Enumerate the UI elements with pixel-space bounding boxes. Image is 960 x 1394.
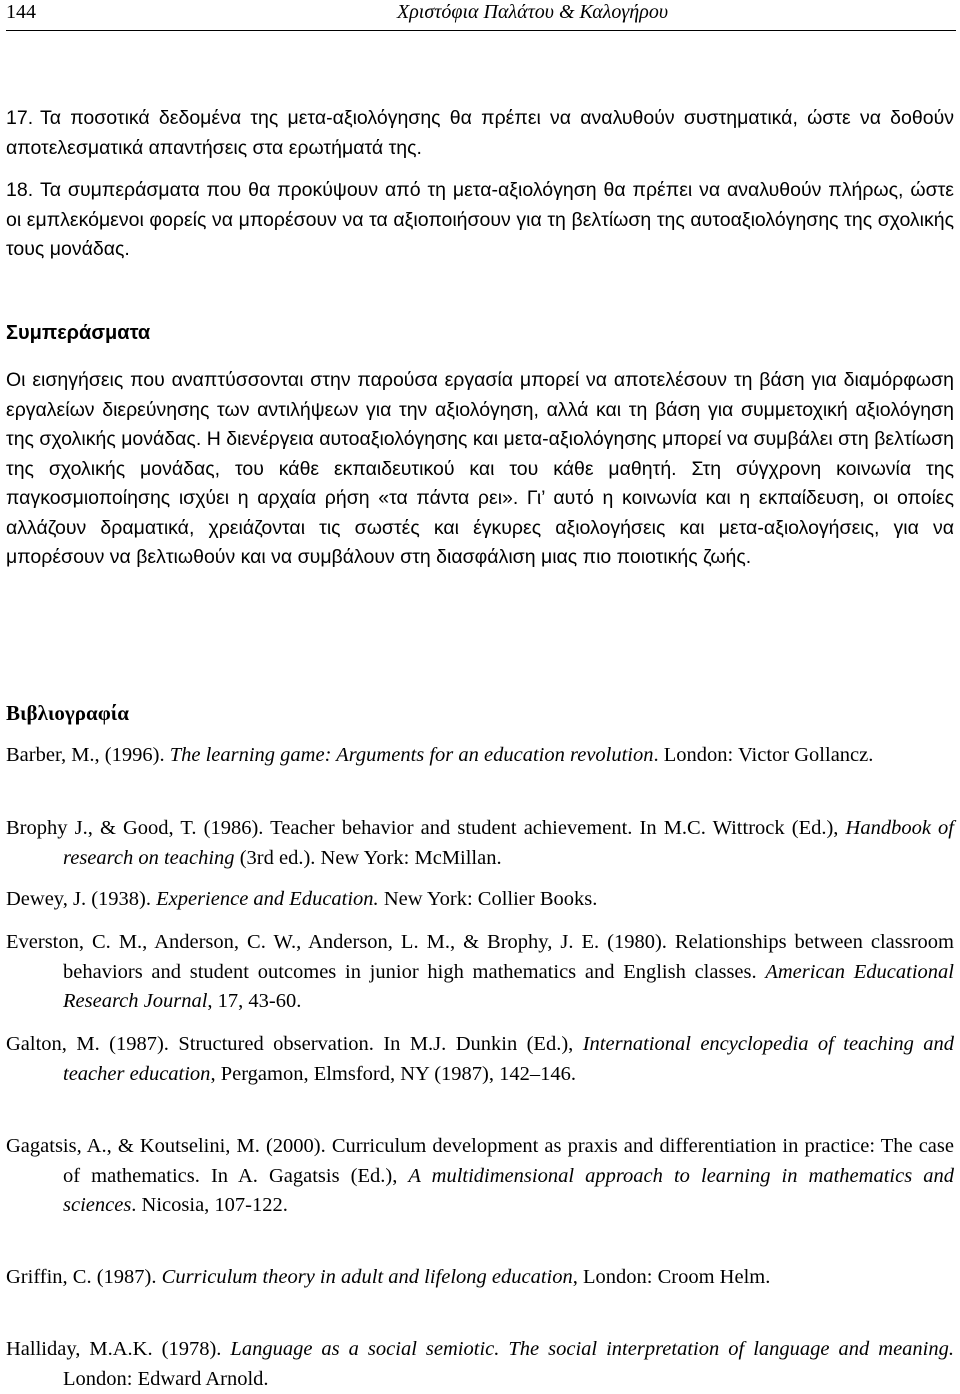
reference-item: Everston, C. M., Anderson, C. W., Anderson, L. M., & Brophy, J. E. (1980). Relationships between classroom behaviors and student outcomes in junior high mathematics and English classes. American Educational Research Journal, 17, 43-60. [6,931,954,1012]
reference-title: International encyclopedia of teaching and teacher education [63,1033,955,1085]
list-item-label: 18. [6,179,34,201]
list-item-text: Τα συμπεράσματα που θα προκύψουν από τη μετα-αξιολόγηση θα πρέπει να αναλυθούν πλήρως, ώστε οι εμπλεκόμενοι φορείς να μπορέσουν να τα αξιοποιήσουν για τη βελτίωση της αυτοαξιολόγησης της σχολικής τους μονάδας. [6,179,954,260]
reference-title: A multidimensional approach to learning in mathematics and sciences [63,1164,955,1216]
reference-title: Handbook of research on teaching [63,817,954,869]
reference-item: Dewey, J. (1938). Experience and Education. New York: Collier Books. [6,888,598,910]
reference-item: Gagatsis, A., & Koutselini, M. (2000). Curriculum development as praxis and differentiation in practice: The case of mathematics. In A. Gagatsis (Ed.), A multidimensional approach to learning in mathematics and sciences. Nicosia, 107-122. [6,1135,955,1216]
reference-item: Galton, M. (1987). Structured observation. In M.J. Dunkin (Ed.), International encyclopedia of teaching and teacher education, Pergamon, Elmsford, NY (1987), 142–146. [6,1033,955,1085]
reference-item: Brophy J., & Good, T. (1986). Teacher behavior and student achievement. In M.C. Wittrock (Ed.), Handbook of research on teaching (3rd ed.). New York: McMillan. [6,817,954,869]
reference-title: Curriculum theory in adult and lifelong education [161,1266,573,1288]
running-title: Χριστόφια Παλάτου & Καλογήρου [396,1,668,23]
list-item-label: 17. [6,107,34,129]
reference-item: Griffin, C. (1987). Curriculum theory in adult and lifelong education, London: Croom Helm. [6,1266,771,1288]
page-header [6,0,956,31]
reference-item: Halliday, M.A.K. (1978). Language as a social semiotic. The social interpretation of language and meaning. London: Edward Arnold. [6,1338,954,1390]
list-item-text: Τα ποσοτικά δεδομένα της μετα-αξιολόγησης θα πρέπει να αναλυθούν συστηματικά, ώστε να δοθούν αποτελεσματικά απαντήσεις στα ερωτήματά της. [6,107,954,159]
reference-title: The learning game: Arguments for an education revolution [169,744,654,766]
conclusions-paragraph: Οι εισηγήσεις που αναπτύσσονται στην παρούσα εργασία μπορεί να αποτελέσουν τη βάση για διαμόρφωση εργαλείων διερεύνησης των αντιλήψεων για την αξιολόγηση, αλλά και τη βάση για συμμετοχική αξιολόγηση της σχολικής μονάδας. Η διενέργεια αυτοαξιολόγησης και μετα-αξιολόγησης μπορεί να συμβάλει στη βελτίωση της σχολικής μονάδας, του κάθε εκπαιδευτικού και του κάθε μαθητή. Στη σύγχρονη κοινωνία της παγκοσμιοποίησης ισχύει η αρχαία ρήση «τα πάντα ρει». Γι’ αυτό η κοινωνία και η εκπαίδευση, οι οποίες αλλάζουν δραματικά, χρειάζονται τις σωστές και έγκυρες αξιολογήσεις και μετα-αξιολογήσεις, για να μπορέσουν να βελτιωθούν και να συμβάλουν στη διασφάλιση μιας πιο ποιοτικής ζωής. [6,369,954,568]
reference-title: Language as a social semiotic. The social interpretation of language and meaning. [230,1338,954,1360]
reference-title: American Educational Research Journal [63,960,954,1012]
conclusions-heading: Συμπεράσματα [6,322,151,344]
list-item-18 [6,176,954,265]
bibliography-heading: Βιβλιογραφία [6,701,130,725]
reference-title: Experience and Education. [156,888,379,910]
list-item-17 [6,104,954,163]
reference-item: Barber, M., (1996). The learning game: Arguments for an education revolution. London: Victor Gollancz. [6,744,874,766]
page-number: 144 [6,1,36,23]
